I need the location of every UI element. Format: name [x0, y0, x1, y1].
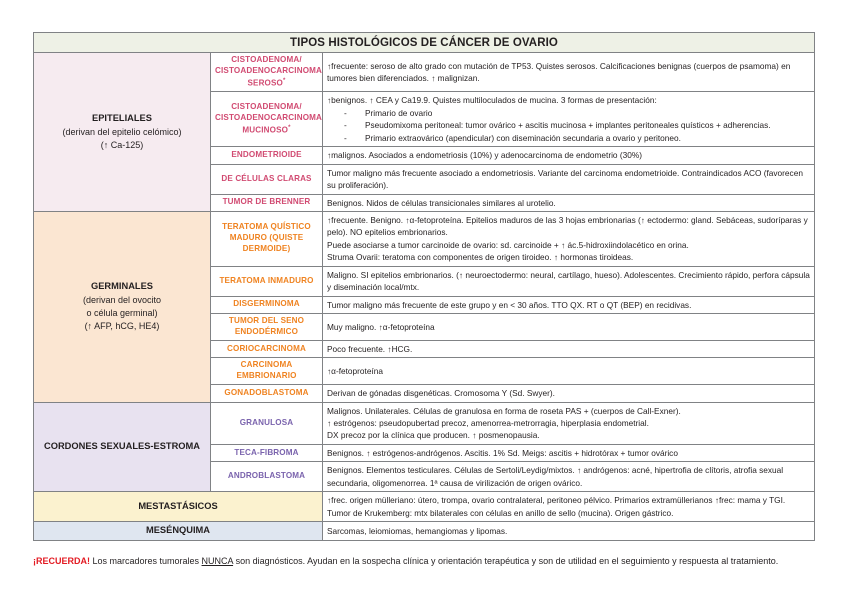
subtype-text: CISTOADENOMA/ CISTOADENOCARCINOMA MUCINOSO [215, 102, 323, 135]
description-text: Malignos. Unilaterales. Células de granulosa en forma de roseta PAS + (cuerpos de Call-Exner). [327, 405, 681, 416]
footer-text-before: Los marcadores tumorales [90, 555, 202, 566]
subtype-label-seno-endodermico: TUMOR DEL SENO ENDODÉRMICO [211, 314, 323, 341]
list-item: - Primario extraovárico (apendicular) con diseminación secundaria a ovario y peritoneo. [327, 132, 810, 144]
subtype-label-teca-fibroma: TECA-FIBROMA [211, 444, 323, 461]
group-name: EPITELIALES [92, 113, 152, 124]
description-text: Benignos. Elementos testiculares. Células de Sertoli/Leydig/mixtos. ↑ andrógenos: acné, hipertrofia de clítoris, atrofia sexual secundaria, oligomenorrea. 1ª causa de virilización de origen ovárico. [327, 465, 784, 488]
description-brenner [323, 194, 815, 211]
description-text: Tumor maligno más frecuente de este grupo y en < 30 años. TTO QX. RT o QT (BEP) en recidivas. [327, 299, 692, 310]
recuerda-label: ¡RECUERDA! [33, 555, 90, 566]
group-subtitle-1: (derivan del ovocito [82, 294, 162, 305]
page-title: TIPOS HISTOLÓGICOS DE CÁNCER DE OVARIO [34, 33, 815, 53]
description-coriocarcinoma [323, 340, 815, 357]
list-item: - Primario de ovario [327, 107, 810, 119]
description-teca-fibroma [323, 444, 815, 461]
footer-underlined-word: NUNCA [201, 555, 234, 566]
description-text: ↑frecuente: seroso de alto grado con mutación de TP53. Quistes serosos. Calcificaciones benignas (cuerpos de psamoma) en tumores bien diferenciados. ↑ malignizan. [327, 60, 791, 84]
description-carcinoma-embrionario [323, 358, 815, 385]
description-endometrioide [323, 147, 815, 164]
description-text: Muy maligno. ↑α-fetoproteína [327, 321, 435, 332]
subtype-label-teratoma-maduro: TERATOMA QUÍSTICO MADURO (QUISTE DERMOIDE) [211, 211, 323, 266]
subtype-label-androblastoma: ANDROBLASTOMA [211, 462, 323, 492]
histologic-types-table [33, 32, 815, 541]
footer-note [33, 555, 815, 569]
description-text: Maligno. SI epitelios embrionarios. (↑ neuroectodermo: neural, cartílago, hueso). Adolescentes. Crecimiento rápido, perfora cápsula y diseminación local/mtx. [327, 269, 810, 293]
table-row [34, 402, 815, 444]
group-label-cordones-sexuales: CORDONES SEXUALES-ESTROMA [34, 402, 211, 492]
subtype-label-seroso [211, 53, 323, 92]
subtype-label-endometrioide: ENDOMETRIOIDE [211, 147, 323, 164]
group-subtitle-2: (↑ AFP, hCG, HE4) [84, 321, 160, 332]
group-subtitle-1b: o célula germinal) [86, 307, 158, 318]
description-seroso [323, 53, 815, 92]
description-text-2: Tumor de Krukemberg: mtx bilaterales con células en anillo de sello (mucina). Origen gástrico. [327, 507, 674, 518]
description-text: Sarcomas, leiomiomas, hemangiomas y lipomas. [327, 525, 508, 536]
description-text-3: DX precoz por la clínica que producen. ↑ posmenopausia. [327, 430, 540, 441]
description-mucinoso [323, 92, 815, 147]
table-row [34, 492, 815, 522]
subtype-label-coriocarcinoma: CORIOCARCINOMA [211, 340, 323, 357]
description-teratoma-maduro [323, 211, 815, 266]
subtype-label-disgerminoma: DISGERMINOMA [211, 296, 323, 313]
subtype-label-mucinoso [211, 92, 323, 147]
subtype-text: CISTOADENOMA/ CISTOADENOCARCINOMA SEROSO [215, 55, 323, 88]
description-teratoma-inmaduro [323, 266, 815, 296]
table-title-row [34, 33, 815, 53]
description-gonadoblastoma [323, 385, 815, 402]
group-label-mestastasicos: MESTASTÁSICOS [34, 492, 323, 522]
description-disgerminoma [323, 296, 815, 313]
subtype-label-teratoma-inmaduro: TERATOMA INMADURO [211, 266, 323, 296]
description-text: ↑frec. origen mülleriano: útero, trompa, ovario contralateral, peritoneo pélvico. Primarios extramüllerianos ↑frec: mama y TGI. [327, 495, 786, 506]
group-subtitle-2: (↑ Ca-125) [100, 139, 144, 150]
group-label-epiteliales [34, 53, 211, 212]
description-mestastasicos [323, 492, 815, 522]
description-text: Derivan de gónadas disgenéticas. Cromosoma Y (Sd. Swyer). [327, 388, 555, 399]
description-text: ↑frecuente. Benigno. ↑α-fetoproteína. Epitelios maduros de las 3 hojas embrionarias (↑ ectodermo: gland. Sebáceas, sudoríparas y pelo). NO epitelios embrionarios. [327, 214, 808, 238]
table-row [34, 53, 815, 92]
table-row [34, 211, 815, 266]
description-seno-endodermico [323, 314, 815, 341]
description-text: Tumor maligno más frecuente asociado a endometriosis. Variante del carcinoma endometrioide. Contraindicados ACO (favorecen su proliferación). [327, 167, 803, 191]
description-text: Poco frecuente. ↑HCG. [327, 343, 413, 354]
subtype-label-granulosa: GRANULOSA [211, 402, 323, 444]
subtype-label-celulas-claras: DE CÉLULAS CLARAS [211, 164, 323, 194]
description-granulosa [323, 402, 815, 444]
footer-text-after: son diagnósticos. Ayudan en la sospecha clínica y orientación terapéutica y son de utilidad en el seguimiento y respuesta al tratamiento. [233, 555, 779, 566]
subtype-label-gonadoblastoma: GONADOBLASTOMA [211, 385, 323, 402]
description-celulas-claras [323, 164, 815, 194]
description-text-3: Struma Ovarii: teratoma con componentes de origen tiroideo. ↑ hormonas tiroideas. [327, 252, 634, 263]
group-label-germinales [34, 211, 211, 402]
description-text: ↑α-fetoproteína [327, 366, 383, 376]
group-label-mesenquima: MESÉNQUIMA [34, 522, 323, 540]
description-text: ↑benignos. ↑ CEA y Ca19.9. Quistes multiloculados de mucina. 3 formas de presentación: [327, 95, 657, 106]
footnote-marker: * [283, 77, 286, 84]
description-mesenquima [323, 522, 815, 540]
description-androblastoma [323, 462, 815, 492]
table-row [34, 522, 815, 540]
group-name: GERMINALES [91, 281, 153, 292]
presentation-forms-list [327, 107, 810, 144]
description-text: Benignos. Nidos de células transicionales similares al urotelio. [327, 197, 556, 208]
description-text: ↑malignos. Asociados a endometriosis (10%) y adenocarcinoma de endometrio (30%) [327, 150, 642, 161]
description-text-2: Puede asociarse a tumor carcinoide de ovario: sd. carcinoide + ↑ ác.5-hidroxiindolacético en orina. [327, 239, 689, 250]
description-text: Benignos. ↑ estrógenos-andrógenos. Ascitis. 1% Sd. Meigs: ascitis + hidrotórax + tumor ovárico [327, 447, 678, 458]
group-subtitle-1: (derivan del epitelio celómico) [62, 126, 182, 137]
list-item: - Pseudomixoma peritoneal: tumor ovárico + ascitis mucinosa + implantes peritoneales quísticos + adherencias. [327, 119, 810, 131]
subtype-label-carcinoma-embrionario: CARCINOMA EMBRIONARIO [211, 358, 323, 385]
footnote-marker: * [288, 124, 291, 131]
subtype-label-brenner: TUMOR DE BRENNER [211, 194, 323, 211]
description-text-2: ↑ estrógenos: pseudopubertad precoz, amenorrea-metrorragia, hiperplasia endometrial. [327, 418, 649, 429]
